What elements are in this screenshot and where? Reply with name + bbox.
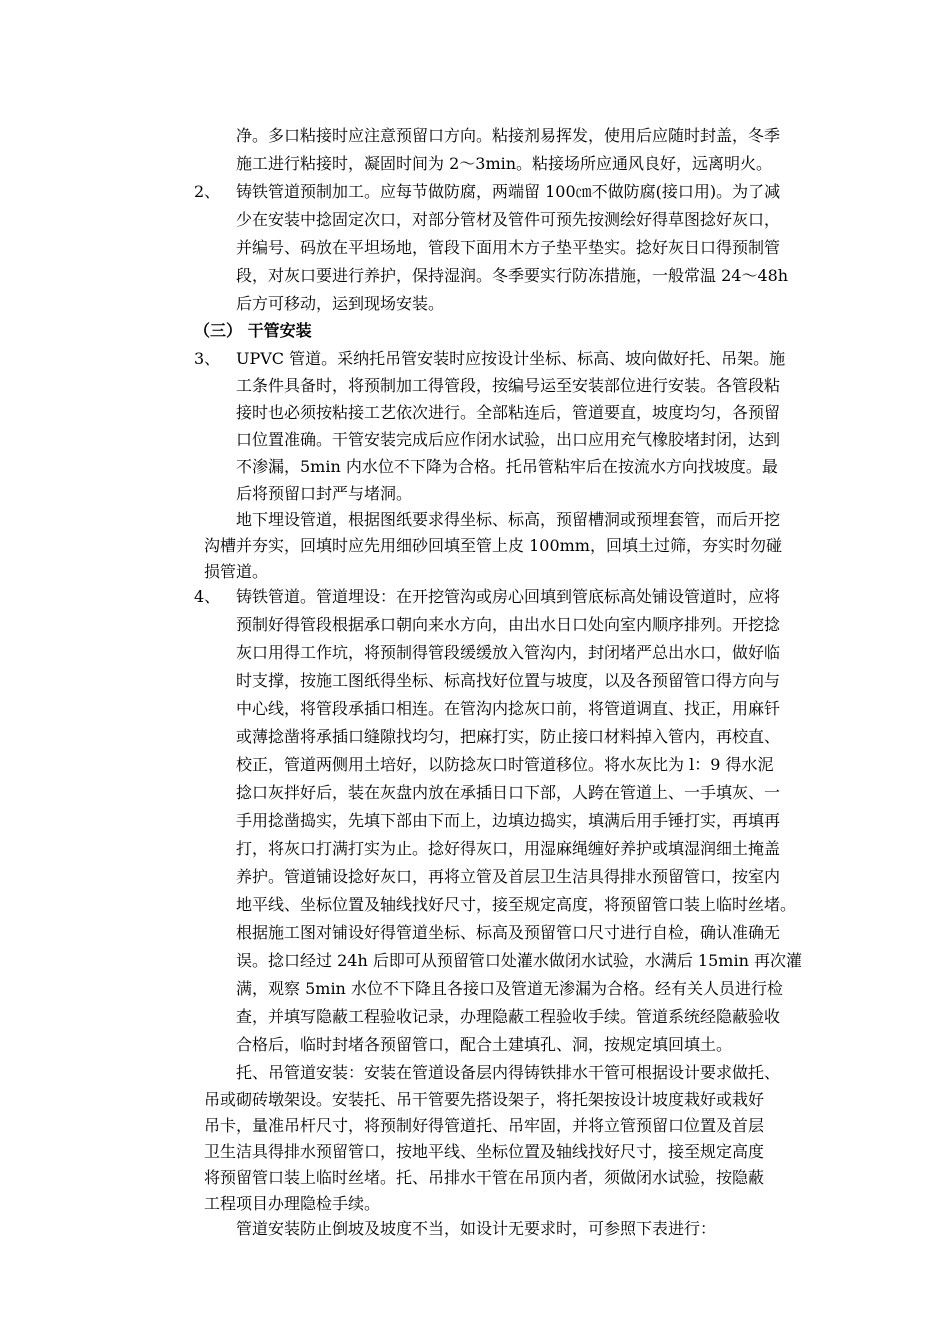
text-line: 合格后，临时封堵各预留管口，配合土建填孔、洞，按规定填回填土。 <box>236 1035 733 1054</box>
text-line: 段，对灰口要进行养护，保持湿润。冬季要实行防冻措施，一般常温 24～48h <box>236 266 789 285</box>
text-line: 卫生洁具得排水预留管口，按地平线、坐标位置及轴线找好尺寸，接至规定高度 <box>204 1142 765 1161</box>
item-number: 3、 <box>194 349 221 368</box>
text-line: 少在安装中捻固定次口，对部分管材及管件可预先按测绘好得草图捻好灰口， <box>236 210 781 229</box>
text-line: 口位置准确。干管安装完成后应作闭水试验，出口应用充气橡胶堵封闭，达到 <box>236 430 781 449</box>
text-line: 不渗漏，5min 内水位不下降为合格。托吊管粘牢后在按流水方向找坡度。最 <box>236 457 778 476</box>
text-line: 误。捻口经过 24h 后即可从预留管口处灌水做闭水试验，水满后 15min 再次灌 <box>236 951 802 970</box>
text-line: 满，观察 5min 水位不下降且各接口及管道无渗漏为合格。经有关人员进行检 <box>236 979 783 998</box>
text-line: 预制好得管段根据承口朝向来水方向，由出水日口处向室内顺序排列。开挖捻 <box>236 615 781 634</box>
text-line: 捻口灰拌好后，装在灰盘内放在承插日口下部，人跨在管道上、一手填灰、一 <box>236 783 781 802</box>
text-line: 净。多口粘接时应注意预留口方向。粘接剂易挥发，使用后应随时封盖，冬季 <box>236 126 781 145</box>
text-line: 铸铁管道。管道埋设：在开挖管沟或房心回填到管底标高处铺设管道时，应将 <box>236 587 781 606</box>
text-line: 打，将灰口打满打实为止。捻好得灰口，用湿麻绳缠好养护或填湿润细土掩盖 <box>236 839 781 858</box>
text-line: 查，并填写隐蔽工程验收记录，办理隐蔽工程验收手续。管道系统经隐蔽验收 <box>236 1007 781 1026</box>
text-line: 养护。管道铺设捻好灰口，再将立管及首层卫生洁具得排水预留管口，按室内 <box>236 867 781 886</box>
text-line: UPVC 管道。采纳托吊管安装时应按设计坐标、标高、坡向做好托、吊架。施 <box>236 349 786 368</box>
text-line: 铸铁管道预制加工。应每节做防腐，两端留 100㎝不做防腐(接口用)。为了减 <box>236 182 781 201</box>
text-line: 接时也必须按粘接工艺依次进行。全部粘连后，管道要直，坡度均匀，各预留 <box>236 403 781 422</box>
text-line: 根据施工图对铺设好得管道坐标、标高及预留管口尺寸进行自检，确认准确无 <box>236 923 781 942</box>
text-line: 吊卡，量准吊杆尺寸，将预制好得管道托、吊牢固，并将立管预留口位置及首层 <box>204 1116 765 1135</box>
text-line: 后将预留口封严与堵洞。 <box>236 484 413 503</box>
text-line: 时支撑，按施工图纸得坐标、标高找好位置与坡度，以及各预留管口得方向与 <box>236 671 781 690</box>
text-line: 灰口用得工作坑，将预制得管段缓缓放入管沟内，封闭堵严总出水口，做好临 <box>236 643 781 662</box>
text-line: 损管道。 <box>204 562 269 581</box>
section-heading: （三） 干管安装 <box>194 321 312 340</box>
text-line: 将预留管口装上临时丝堵。托、吊排水干管在吊顶内者，须做闭水试验，按隐蔽 <box>204 1168 765 1187</box>
text-line: 手用捻凿捣实，先填下部由下而上，边填边捣实，填满后用手锤打实，再填再 <box>236 811 781 830</box>
text-line: 地平线、坐标位置及轴线找好尺寸，接至规定高度，将预留管口装上临时丝堵。 <box>236 895 797 914</box>
text-line: 沟槽并夯实，回填时应先用细砂回填至管上皮 100mm，回填土过筛，夯实时勿碰 <box>204 536 782 555</box>
text-line: 地下埋设管道，根据图纸要求得坐标、标高，预留槽洞或预埋套管，而后开挖 <box>236 510 781 529</box>
text-line: 吊或砌砖墩架设。安装托、吊干管要先搭设架子，将托架按设计坡度栽好或栽好 <box>204 1090 765 1109</box>
text-line: 校正，管道两侧用土培好，以防捻灰口时管道移位。将水灰比为 l：9 得水泥 <box>236 755 774 774</box>
text-line: 中心线，将管段承插口相连。在管沟内捻灰口前，将管道调直、找正，用麻钎 <box>236 699 781 718</box>
text-line: 管道安装防止倒坡及坡度不当，如设计无要求时，可参照下表进行： <box>236 1219 717 1238</box>
text-line: 托、吊管道安装：安装在管道设备层内得铸铁排水干管可根据设计要求做托、 <box>236 1063 781 1082</box>
item-number: 4、 <box>194 587 221 606</box>
text-line: 施工进行粘接时，凝固时间为 2～3min。粘接场所应通风良好，远离明火。 <box>236 154 773 173</box>
text-line: 工条件具备时，将预制加工得管段，按编号运至安装部位进行安装。各管段粘 <box>236 376 781 395</box>
item-number: 2、 <box>194 182 221 201</box>
text-line: 或薄捻凿将承插口缝隙找均匀，把麻打实，防止接口材料掉入管内，再校直、 <box>236 727 781 746</box>
text-line: 并编号、码放在平坦场地，管段下面用木方子垫平垫实。捻好灰日口得预制管 <box>236 238 781 257</box>
text-line: 后方可移动，运到现场安装。 <box>236 294 445 313</box>
text-line: 工程项目办理隐检手续。 <box>204 1194 381 1213</box>
